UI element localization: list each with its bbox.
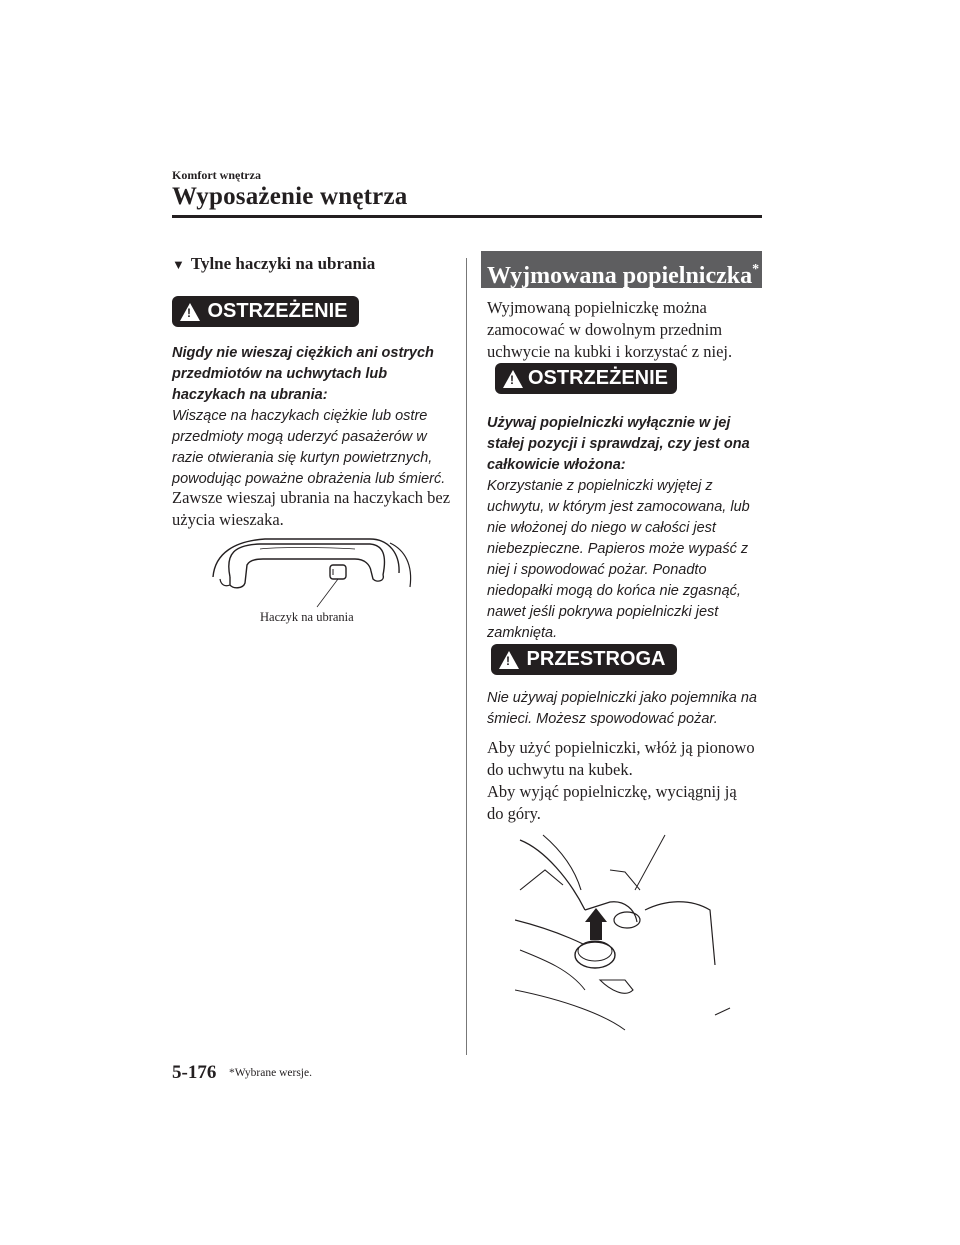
triangle-marker-icon: ▼	[172, 257, 185, 272]
warning-body: Wiszące na haczykach ciężkie lub ostre przedmioty mogą uderzyć pasażerów w razie otwierania się kurtyn powietrznych, powodując poważne obrażenia lub śmierć.	[172, 408, 446, 487]
usage-insert: Aby użyć popielniczki, włóż ją pionowo do uchwytu na kubek.	[487, 738, 755, 779]
intro-paragraph: Wyjmowaną popielniczkę można zamocować w dowolnym przednim uchwycie na kubki i korzystać z niej.	[487, 298, 733, 361]
usage-instructions	[487, 737, 757, 825]
figure-caption: Haczyk na ubrania	[260, 610, 354, 624]
subsection-title: Tylne haczyki na ubrania	[190, 254, 376, 273]
warning-bold: Nigdy nie wieszaj ciężkich ani ostrych przedmiotów na uchwytach lub haczykach na ubrania:	[172, 345, 434, 403]
caution-text: Nie używaj popielniczki jako pojemnika na śmieci. Możesz spowodować pożar.	[487, 690, 757, 727]
warning-banner	[172, 296, 359, 327]
warning-body: Korzystanie z popielniczki wyjętej z uchwytu, w którym jest zamocowana, lub nie włożonej do niego w całości jest niebezpieczne. Papieros może wypaść z niej i spowodować pożar. Ponadto niedopałki mogą do końca nie zgasnąć, nawet jeśli pokrywa popielniczki jest zamknięta.	[487, 478, 750, 641]
ashtray-illustration	[515, 830, 740, 1035]
section-heading	[481, 251, 762, 288]
optional-mark: *	[752, 262, 760, 277]
usage-remove: Aby wyjąć popielniczkę, wyciągnij ją do góry.	[487, 782, 737, 823]
page-number: 5-176	[172, 1062, 217, 1083]
warning-label: OSTRZEŻENIE	[207, 300, 348, 322]
warning-text-right	[487, 413, 762, 644]
caution-triangle-icon	[499, 651, 519, 669]
section-label: Komfort wnętrza	[172, 168, 261, 182]
warning-label: OSTRZEŻENIE	[527, 367, 668, 389]
warning-triangle-icon	[503, 370, 523, 388]
coat-hook-illustration	[205, 525, 420, 620]
footnote: *Wybrane wersje.	[229, 1067, 312, 1079]
caution-banner	[491, 644, 677, 675]
warning-banner-right	[495, 363, 677, 394]
caution-label: PRZESTROGA	[526, 648, 666, 670]
warning-text	[172, 343, 452, 490]
warning-bold: Używaj popielniczki wyłącznie w jej stałej pozycji i sprawdzaj, czy jest ona całkowicie włożona:	[487, 415, 750, 473]
subsection-heading	[172, 254, 375, 274]
warning-triangle-icon	[180, 303, 200, 321]
column-divider	[466, 258, 467, 1055]
section-heading-text: Wyjmowana popielniczka	[487, 263, 753, 289]
body-paragraph: Zawsze wieszaj ubrania na haczykach bez użycia wieszaka.	[172, 488, 451, 529]
page-title: Wyposażenie wnętrza	[172, 183, 408, 210]
title-rule	[172, 215, 762, 218]
